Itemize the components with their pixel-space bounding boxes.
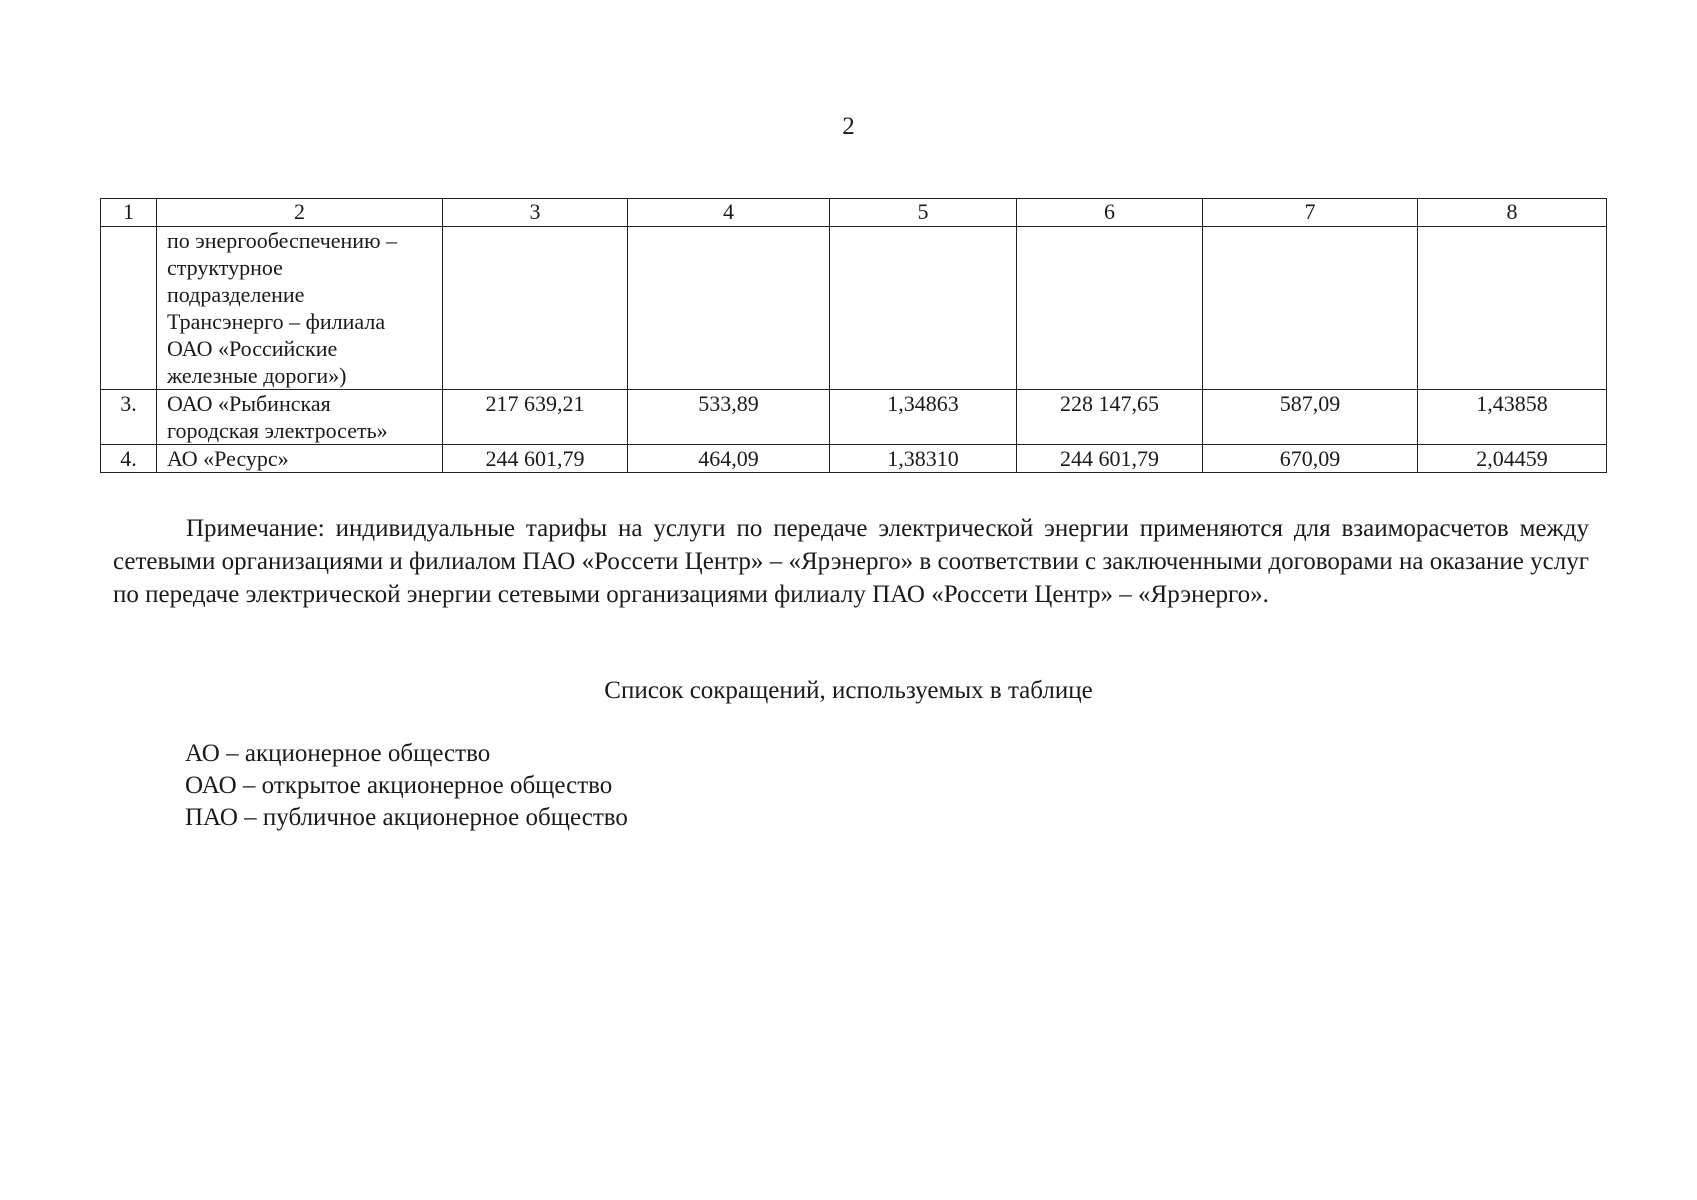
column-number-4: 4: [628, 199, 830, 227]
column-number-7: 7: [1203, 199, 1418, 227]
table-cell: [628, 227, 830, 390]
tariff-table: [100, 198, 1607, 473]
table-cell: 533,89: [628, 390, 830, 445]
organization-name: [157, 390, 443, 445]
column-number-5: 5: [830, 199, 1017, 227]
column-number-3: 3: [443, 199, 628, 227]
column-number-2: 2: [157, 199, 443, 227]
table-cell: 1,34863: [830, 390, 1017, 445]
abbreviation-item: ПАО – публичное акционерное общество: [185, 804, 628, 831]
table-cell: [1418, 227, 1607, 390]
table-cell: [443, 227, 628, 390]
organization-name: [157, 227, 443, 390]
organization-name: [157, 445, 443, 473]
table-cell: 1,43858: [1418, 390, 1607, 445]
page-number: 2: [842, 113, 855, 140]
table-header-row: [101, 199, 1607, 227]
note-paragraph: Примечание: индивидуальные тарифы на услуги по передаче электрической энергии применяются для взаиморасчетов между сетевыми организациями и филиалом ПАО «Россети Центр» – «Ярэнерго» в соответствии с заключенными договорами на оказание услуг по передаче электрической энергии сетевыми организациями филиалу ПАО «Россети Центр» – «Ярэнерго».: [113, 515, 1589, 608]
table-cell: 670,09: [1203, 445, 1418, 473]
organization-name-line: городская электросеть»: [167, 418, 388, 443]
organization-name-line: ОАО «Российские: [167, 336, 338, 361]
organization-name-line: структурное: [167, 255, 283, 280]
organization-name-line: Трансэнерго – филиала: [167, 309, 386, 334]
organization-name-line: железные дороги»): [167, 363, 347, 388]
column-number-6: 6: [1017, 199, 1203, 227]
table-cell: 244 601,79: [1017, 445, 1203, 473]
abbreviation-item: ОАО – открытое акционерное общество: [185, 772, 613, 799]
row-number: 4.: [101, 445, 157, 473]
table-cell: 587,09: [1203, 390, 1418, 445]
row-number: 3.: [101, 390, 157, 445]
table-row: [101, 227, 1607, 390]
organization-name-line: ОАО «Рыбинская: [167, 391, 331, 416]
column-number-1: 1: [101, 199, 157, 227]
organization-name-line: по энергообеспечению –: [167, 228, 398, 253]
organization-name-line: АО «Ресурс»: [167, 446, 289, 471]
table-row: [101, 390, 1607, 445]
abbreviations-list: [185, 738, 628, 834]
abbreviation-item: АО – акционерное общество: [185, 740, 491, 767]
table-cell: [830, 227, 1017, 390]
table-row: [101, 445, 1607, 473]
organization-name-line: подразделение: [167, 282, 305, 307]
table-cell: 1,38310: [830, 445, 1017, 473]
table-cell: 244 601,79: [443, 445, 628, 473]
column-number-8: 8: [1418, 199, 1607, 227]
row-number: [101, 227, 157, 390]
table-cell: 217 639,21: [443, 390, 628, 445]
table-cell: 228 147,65: [1017, 390, 1203, 445]
table-cell: 464,09: [628, 445, 830, 473]
table-cell: [1017, 227, 1203, 390]
abbreviations-title: Список сокращений, используемых в таблице: [604, 677, 1093, 704]
table-cell: [1203, 227, 1418, 390]
table-cell: 2,04459: [1418, 445, 1607, 473]
